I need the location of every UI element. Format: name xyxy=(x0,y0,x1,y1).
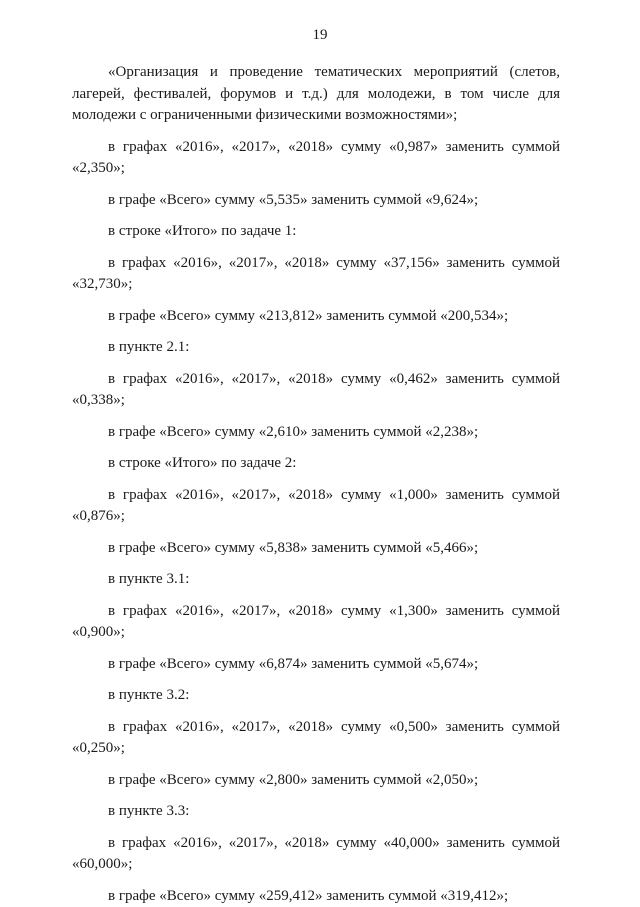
paragraph: в графе «Всего» сумму «2,610» заменить суммой «2,238»; xyxy=(72,422,560,444)
paragraph: в графах «2016», «2017», «2018» сумму «0,987» заменить суммой «2,350»; xyxy=(72,137,560,180)
paragraph: в пункте 3.3: xyxy=(72,801,560,823)
paragraph: в графе «Всего» сумму «5,838» заменить суммой «5,466»; xyxy=(72,538,560,560)
paragraph: в графе «Всего» сумму «5,535» заменить суммой «9,624»; xyxy=(72,190,560,212)
paragraph: в графах «2016», «2017», «2018» сумму «37,156» заменить суммой «32,730»; xyxy=(72,253,560,296)
paragraph: в строке «Итого» по задаче 2: xyxy=(72,453,560,475)
paragraph: в графах «2016», «2017», «2018» сумму «1,300» заменить суммой «0,900»; xyxy=(72,601,560,644)
paragraph: в графе «Всего» сумму «6,874» заменить суммой «5,674»; xyxy=(72,654,560,676)
paragraph: в графах «2016», «2017», «2018» сумму «0,462» заменить суммой «0,338»; xyxy=(72,369,560,412)
paragraph-program-title: «Организация и проведение тематических мероприятий (слетов, лагерей, фестивалей, форумов и т.д.) для молодежи, в том числе для молодежи с ограниченными физическими возможностями»; xyxy=(72,62,560,127)
paragraph: в графах «2016», «2017», «2018» сумму «0,500» заменить суммой «0,250»; xyxy=(72,717,560,760)
paragraph: в пункте 2.1: xyxy=(72,337,560,359)
page-number: 19 xyxy=(0,27,640,44)
paragraph: в графах «2016», «2017», «2018» сумму «1,000» заменить суммой «0,876»; xyxy=(72,485,560,528)
paragraph: в пункте 3.1: xyxy=(72,569,560,591)
paragraph: в графе «Всего» сумму «213,812» заменить суммой «200,534»; xyxy=(72,306,560,328)
document-body xyxy=(72,62,560,907)
paragraph: в графах «2016», «2017», «2018» сумму «40,000» заменить суммой «60,000»; xyxy=(72,833,560,876)
paragraph: в графе «Всего» сумму «259,412» заменить суммой «319,412»; xyxy=(72,886,560,907)
paragraph: в графе «Всего» сумму «2,800» заменить суммой «2,050»; xyxy=(72,770,560,792)
paragraph: в пункте 3.2: xyxy=(72,685,560,707)
paragraph: в строке «Итого» по задаче 1: xyxy=(72,221,560,243)
